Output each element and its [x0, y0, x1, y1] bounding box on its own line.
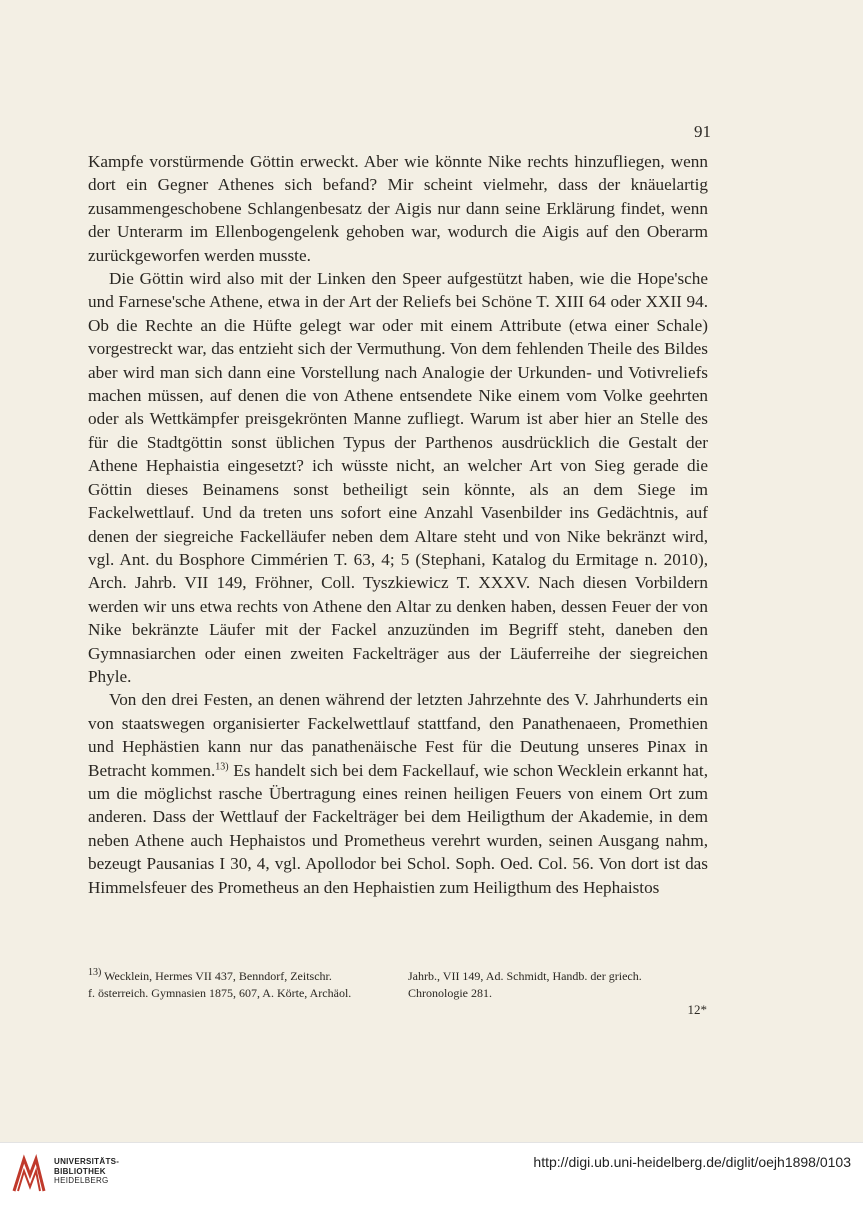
footnote-row-1 — [88, 968, 708, 985]
footnote-text-right-1: Jahrb., VII 149, Ad. Schmidt, Handb. der griech. — [408, 969, 642, 983]
footnote-row-2 — [88, 985, 708, 1002]
library-logo-icon[interactable] — [10, 1153, 48, 1195]
paragraph-3 — [88, 688, 708, 899]
footnotes — [88, 968, 708, 1002]
paragraph-2: Die Göttin wird also mit der Linken den Speer aufgestützt haben, wie die Hope'sche und Farnese'sche Athene, etwa in der Art der Reliefs bei Schöne T. XIII 64 oder XXII 94. Ob die Rechte an die Hüfte gelegt war oder mit einem Attribute (etwa einer Schale) vorgestreckt war, das entzieht sich der Vermuthung. Von dem fehlenden Theile des Bildes aber wird man sich dann eine Vorstellung nach Analogie der Urkunden- und Votivreliefs machen müssen, auf denen die von Athene entsendete Nike einem vom Volke geehrten oder als Wettkämpfer preisgekrönten Manne zufliegt. Warum ist aber hier an Stelle des für die Stadtgöttin sonst üblichen Typus der Parthenos ausdrücklich die Gestalt der Athene Hephaistia eingesetzt? ich wüsste nicht, an welcher Art von Sieg gerade die Göttin dieses Beinamens sonst betheiligt sein könnte, als an dem Siege im Fackelwettlauf. Und da treten uns sofort eine Anzahl Vasenbilder ins Gedächtnis, auf denen der siegreiche Fackelläufer neben dem Altare steht und von Nike bekränzt wird, vgl. Ant. du Bosphore Cimmérien T. 63, 4; 5 (Stephani, Katalog du Ermitage n. 2010), Arch. Jahrb. VII 149, Fröhner, Coll. Tyszkiewicz T. XXXV. Nach diesen Vorbildern werden wir uns etwa rechts von Athene den Altar zu denken haben, dessen Feuer der von Nike bekränzte Läufer mit der Fackel anzuzünden im Begriff steht, daneben den Gymnasiarchen oder einen zweiten Fackelträger aus der Läuferreihe der siegreichen Phyle. — [88, 269, 708, 686]
footnote-mark: 13) — [88, 967, 102, 978]
footnote-text-left-2: f. österreich. Gymnasien 1875, 607, A. Körte, Archäol. — [88, 986, 352, 1000]
library-name-line-3: HEIDELBERG — [54, 1176, 109, 1185]
viewer-footer — [0, 1142, 863, 1205]
paragraph-3-after: Es handelt sich bei dem Fackellauf, wie schon Wecklein erkannt hat, um die möglichst rasche Übertragung eines reinen heiligen Feuers von einem Ort zum anderen. Dass der Wettlauf der Fackelträger bei dem Heiligthum der Akademie, in dem neben Athene auch Hephaistos und Prometheus verehrt wurden, seinen Ausgang nahm, bezeugt Pausanias I 30, 4, vgl. Apollodor bei Schol. Soph. Oed. Col. 56. Von dort ist das Himmelsfeuer des Prometheus an den Hephaistien zum Heiligthum des Hephaistos — [88, 760, 708, 897]
footnote-text-left-1: Wecklein, Hermes VII 437, Benndorf, Zeitschr. — [101, 969, 332, 983]
footnote-left-1 — [88, 968, 398, 985]
library-name-line-1: UNIVERSITÄTS- — [54, 1157, 120, 1166]
permalink-url[interactable]: http://digi.ub.uni-heidelberg.de/diglit/oejh1898/0103 — [533, 1154, 851, 1170]
page-number: 91 — [694, 122, 711, 141]
paragraph-3-before: Von den drei Festen, an denen während der letzten Jahrzehnte des V. Jahrhunderts ein von staatswegen organisierter Fackelwettlauf stattfand, den Panathenaeen, Promethien und Hephästien kann nur das panathenäische Fest für die Deutung unseres Pinax in Betracht kommen. — [88, 690, 708, 780]
main-text — [88, 150, 708, 899]
library-name — [54, 1157, 119, 1186]
footnote-reference[interactable]: 13) — [215, 760, 229, 772]
footnote-text-right-2: Chronologie 281. — [408, 986, 492, 1000]
library-name-line-2: BIBLIOTHEK — [54, 1166, 106, 1176]
paragraph-1: Kampfe vorstürmende Göttin erweckt. Aber wie könnte Nike rechts hinzufliegen, wenn dort ein Gegner Athenes sich befand? Mir scheint vielmehr, dass der knäuelartig zusammengeschobene Schlangenbesatz der Aigis nur dann seine Erklärung findet, wenn der Unterarm im Ellenbogengelenk gehoben war, wodurch die Aigis auf den Oberarm zurückgeworfen werden musste. — [88, 152, 708, 265]
sheet-signature: 12* — [687, 1002, 707, 1017]
